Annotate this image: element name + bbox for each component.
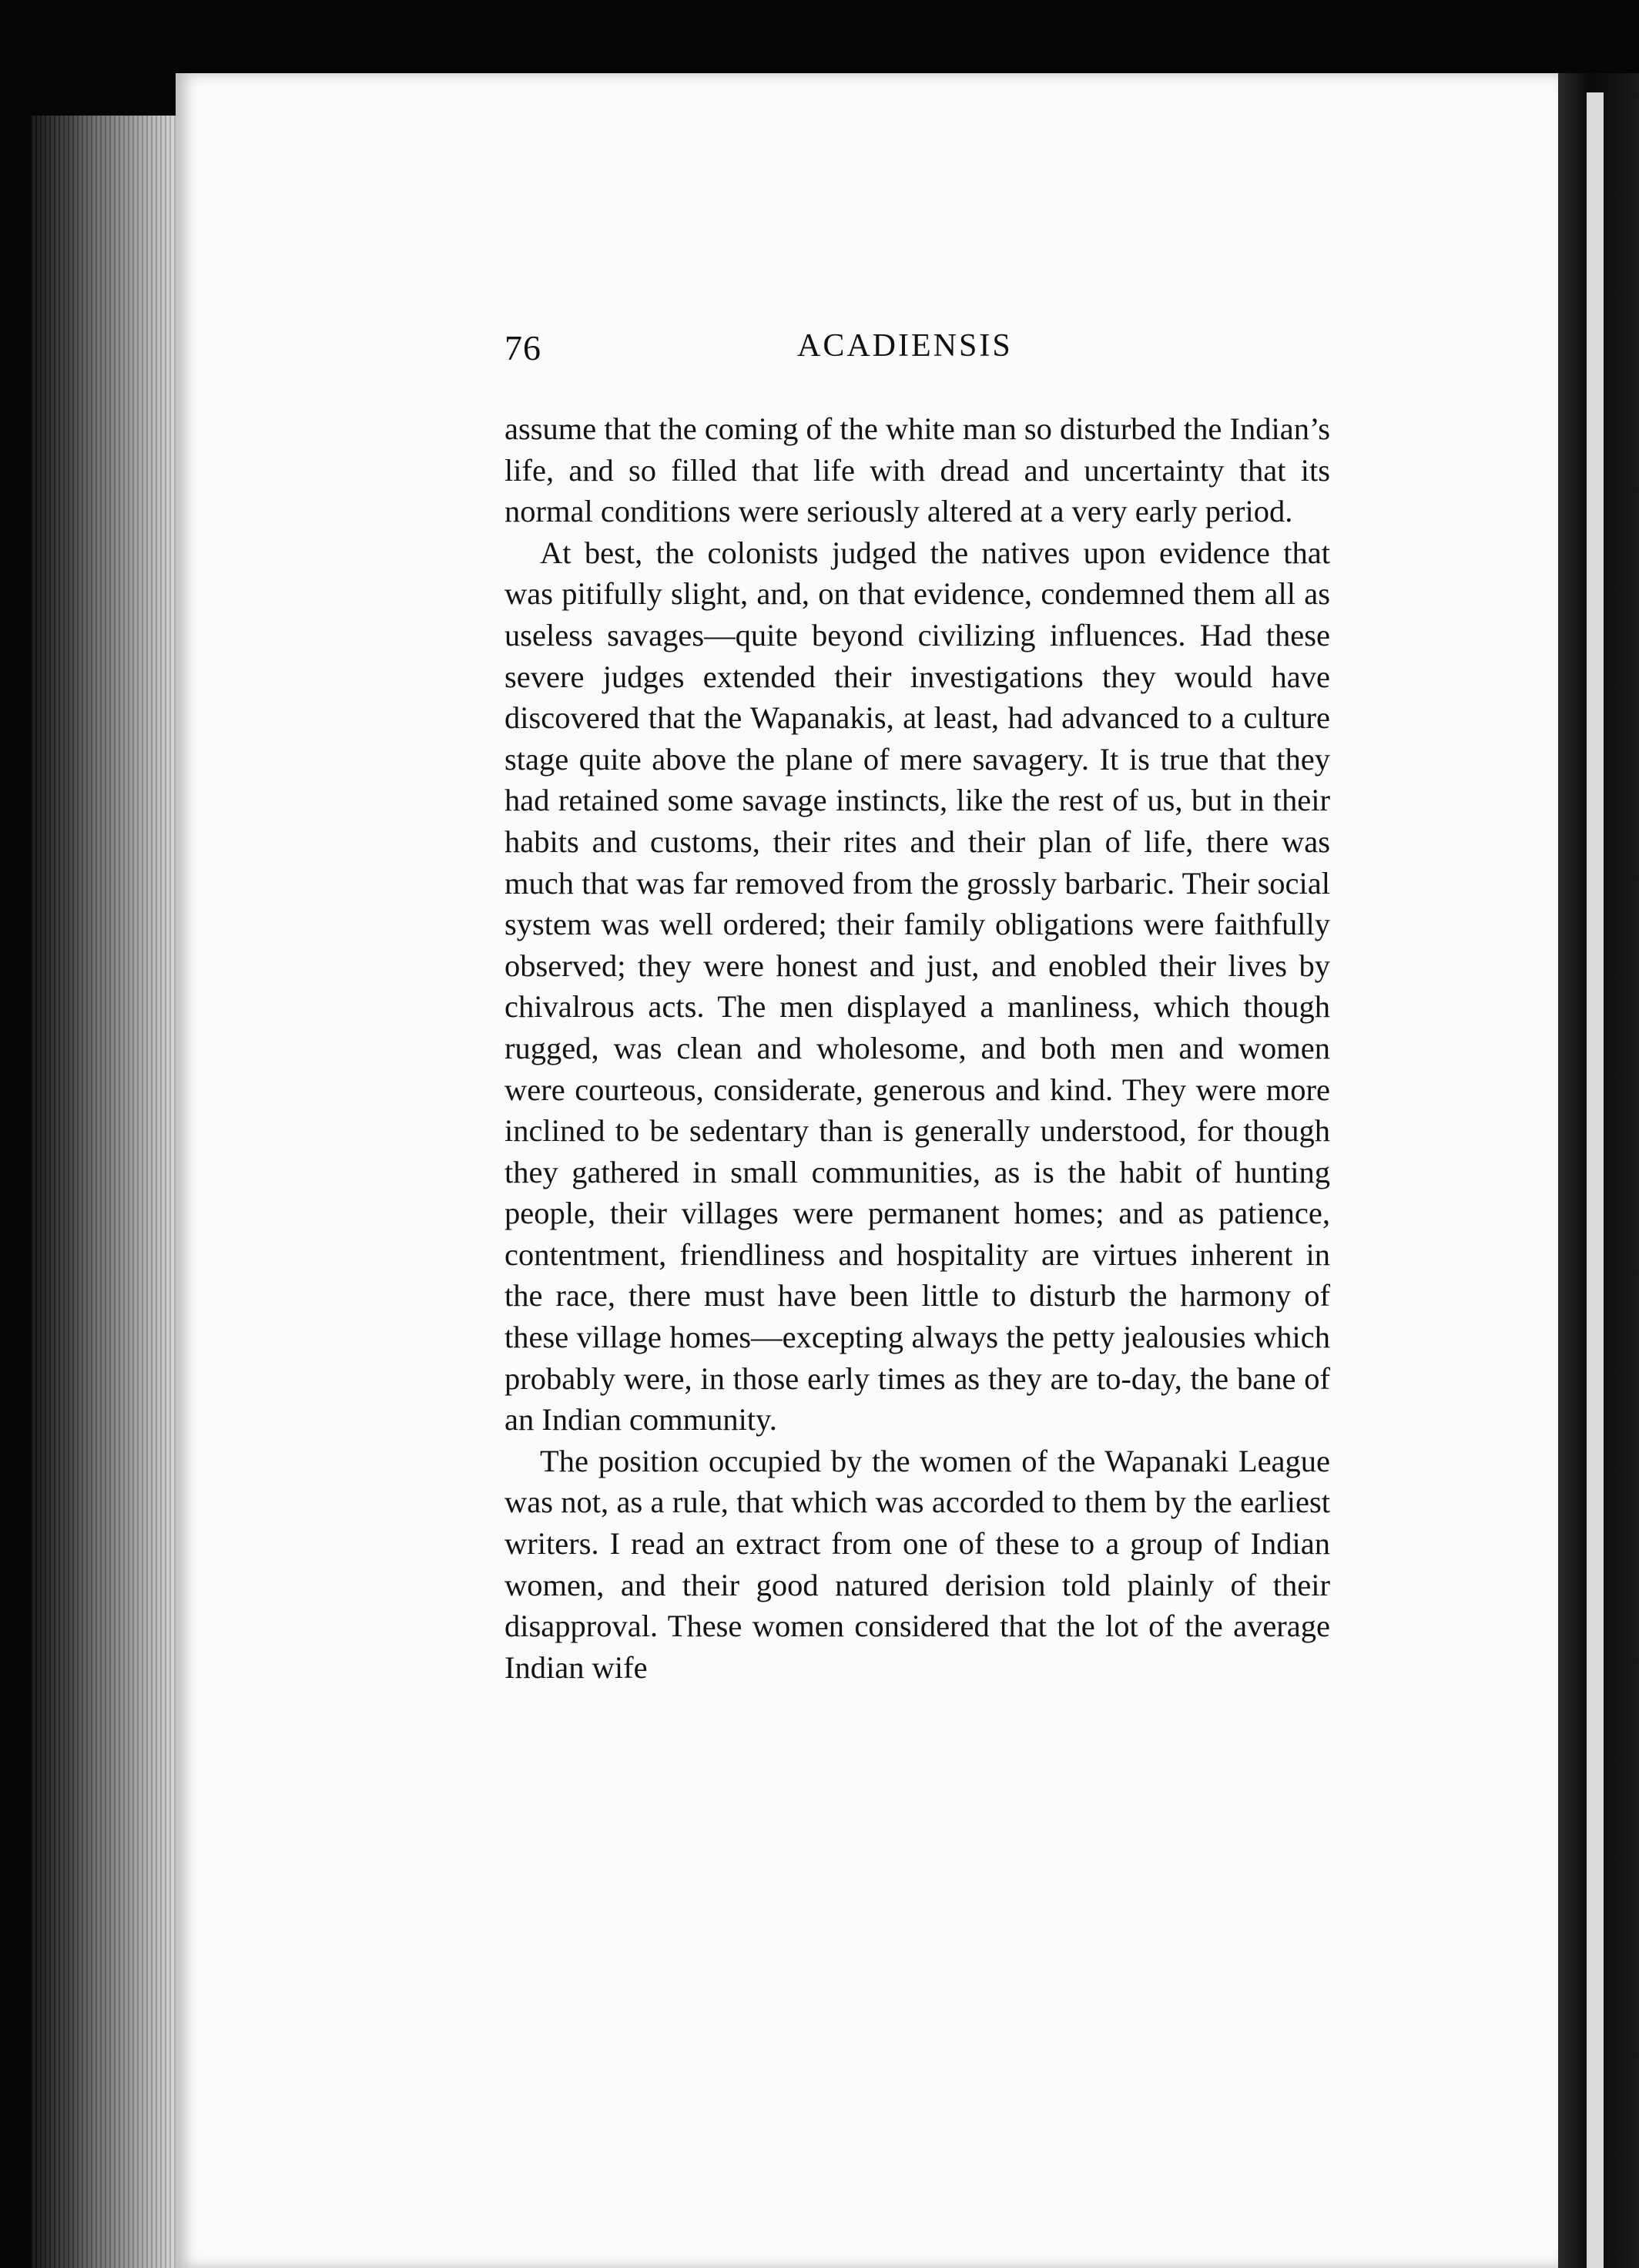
book-spine-edge [31, 116, 177, 2268]
paragraph-3: The position occupied by the women of the Wapanaki League was not, as a rule, that which was accorded to them by the earliest writers. I read an extract from one of these to a group of Indian women, and their good natured derision told plainly of their disapproval. These women considered that the lot of the average Indian wife [504, 1443, 1330, 1685]
right-margin-strip [1587, 92, 1604, 2268]
body-text [504, 408, 1330, 1688]
paragraph-2: At best, the colonists judged the natives upon evidence that was pitifully slight, and, on that evidence, condemned them all as useless savages—quite beyond civilizing influences. Had these severe judges extended their investigations they would have discovered that the Wapanakis, at least, had advanced to a culture stage quite above the plane of mere savagery. It is true that they had retained some savage instincts, like the rest of us, but in their habits and customs, their rites and their plan of life, there was much that was far removed from the grossly barbaric. Their social system was well ordered; their family obligations were faithfully observed; they were honest and just, and enobled their lives by chivalrous acts. The men displayed a manliness, which though rugged, was clean and wholesome, and both men and women were courteous, considerate, generous and kind. They were more inclined to be sedentary than is generally understood, for though they gathered in small communities, as is the habit of hunting people, their villages were permanent homes; and as patience, contentment, friendliness and hospitality are virtues inherent in the race, there must have been little to disturb the harmony of these village homes—excepting always the petty jealousies which probably were, in those early times as they are to-day, the bane of an Indian community. [504, 535, 1330, 1438]
paragraph-1: assume that the coming of the white man so disturbed the Indian’s life, and so filled that life with dread and uncertainty that its normal conditions were seriously altered at a very early period. [504, 411, 1330, 529]
page-header [504, 327, 1329, 381]
running-title: ACADIENSIS [797, 328, 1013, 364]
page-number: 76 [504, 328, 541, 367]
